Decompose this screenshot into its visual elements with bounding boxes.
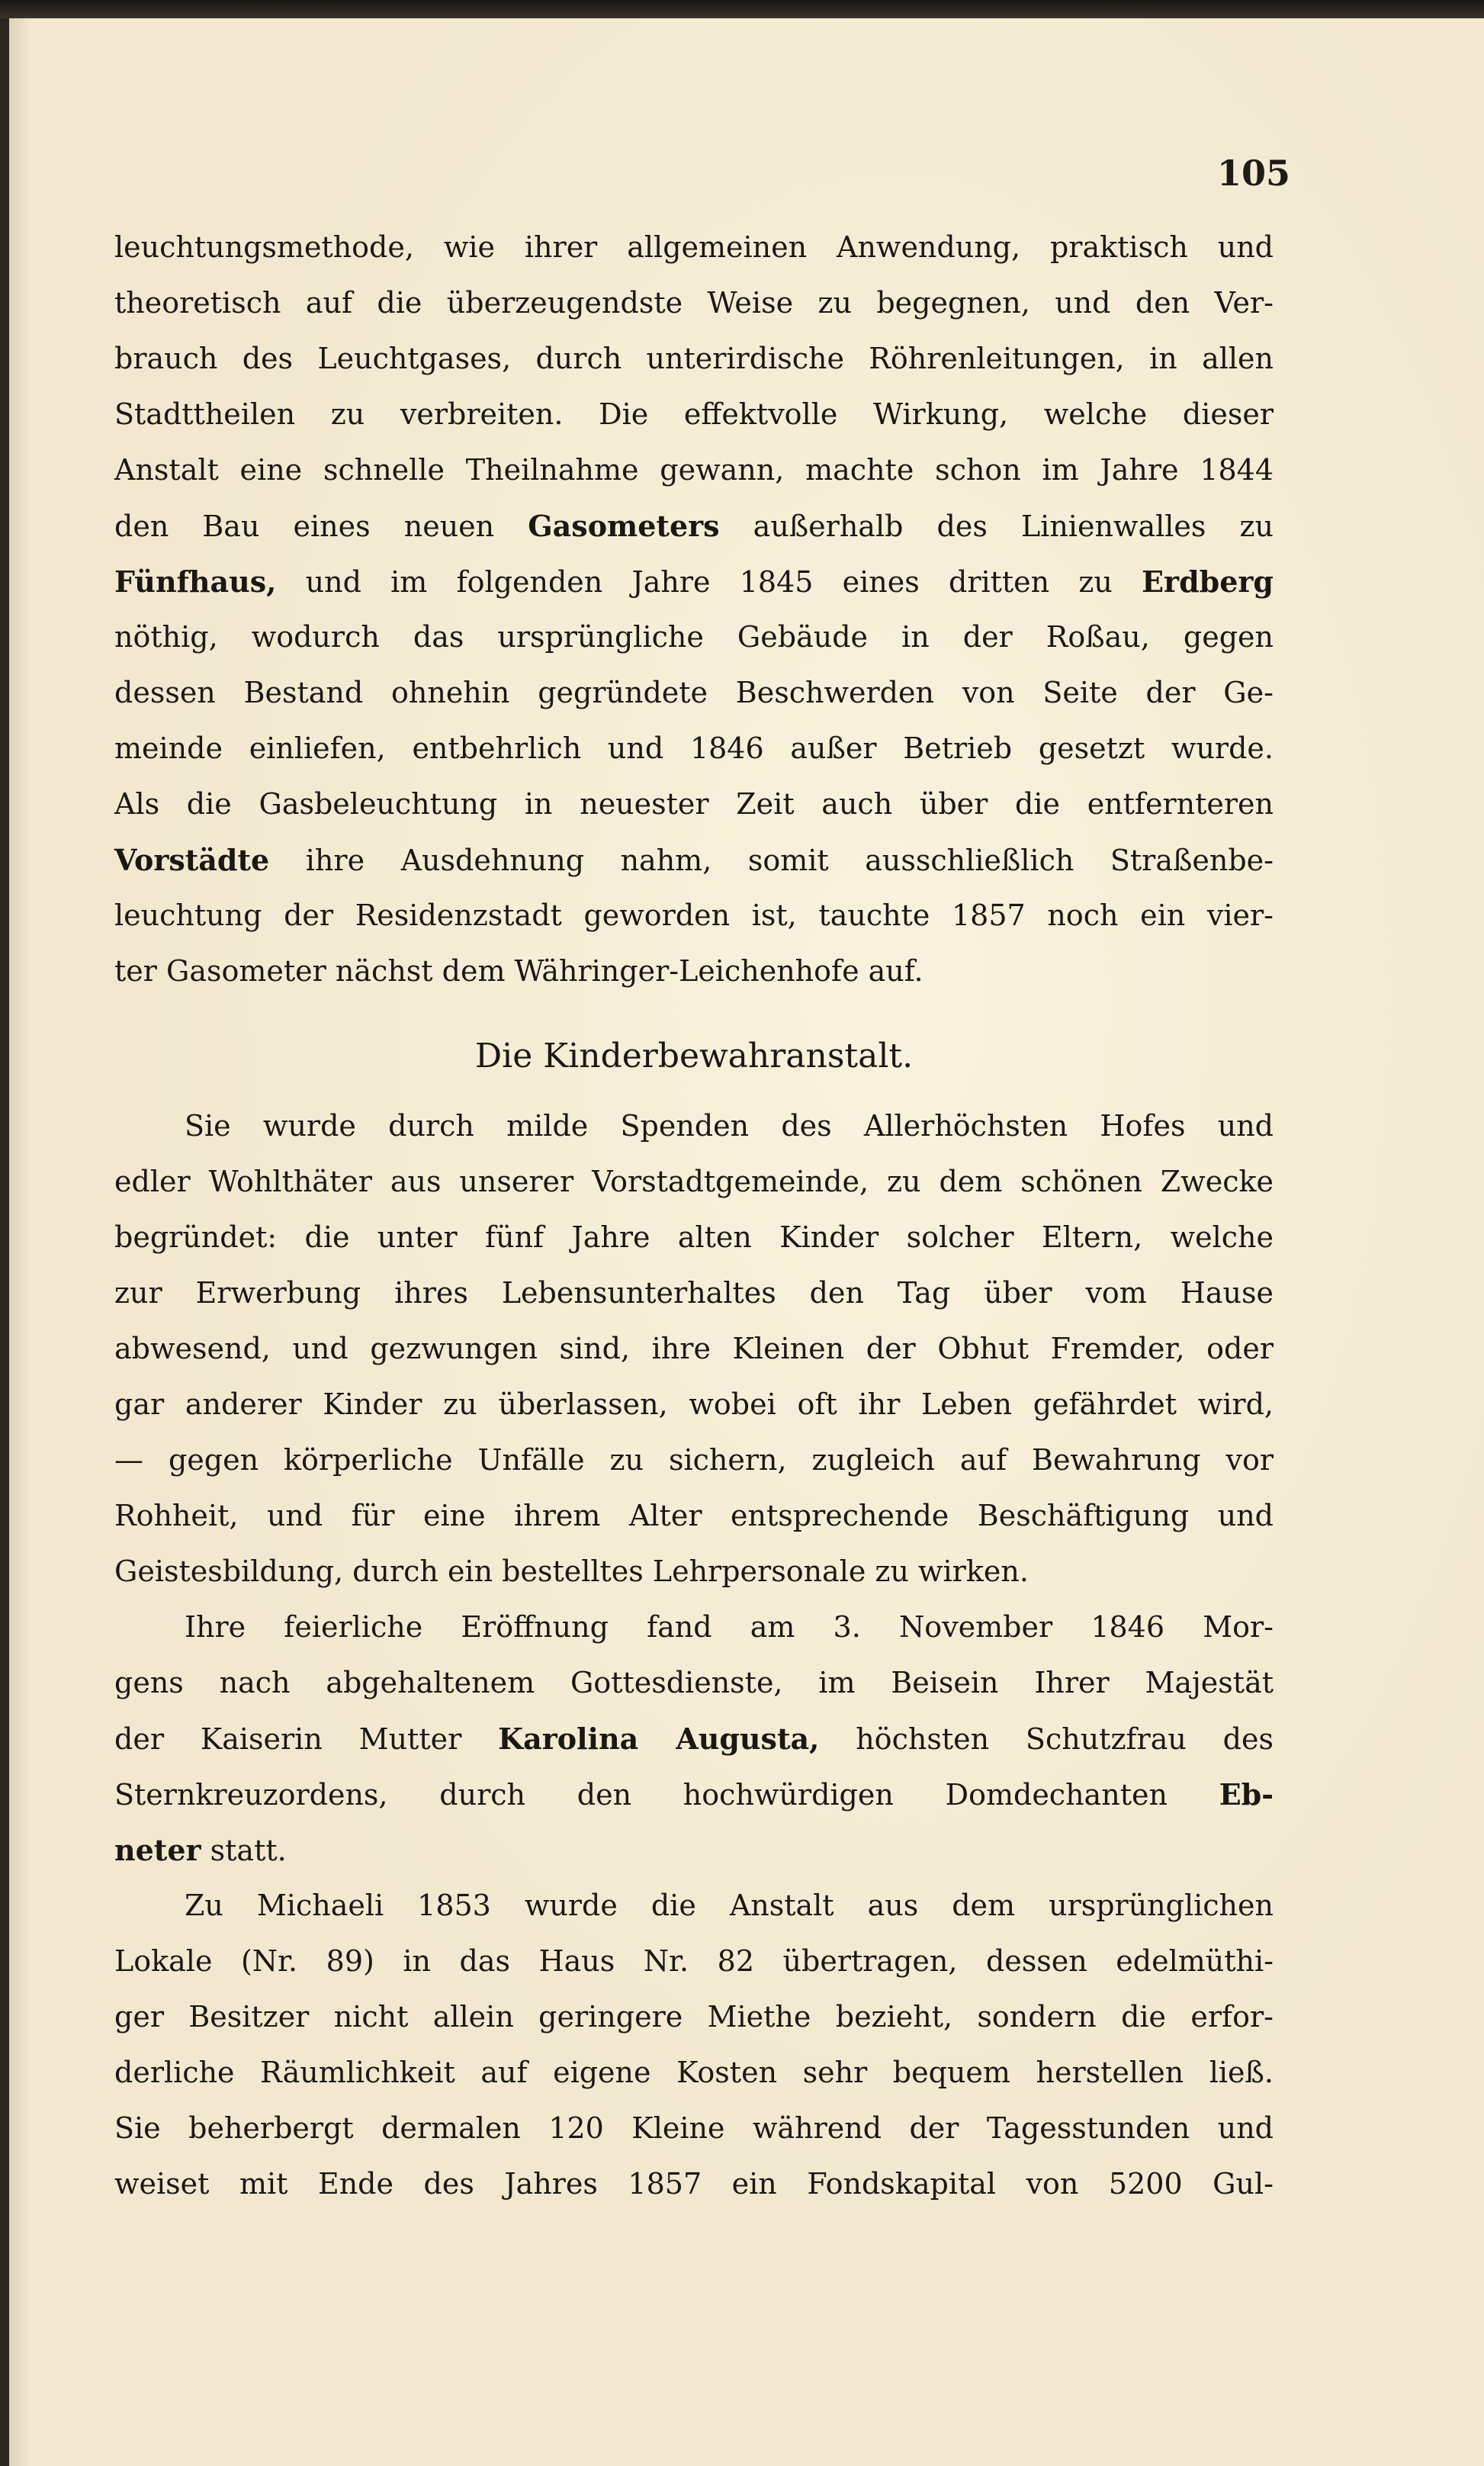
text-line: abwesend, und gezwungen sind, ihre Kleinen der Obhut Fremder, oder [114, 1332, 1274, 1365]
text-line: weiset mit Ende des Jahres 1857 ein Fondskapital von 5200 Gul- [114, 2167, 1274, 2201]
text-line: theoretisch auf die überzeugendste Weise zu begegnen, und den Ver- [114, 286, 1274, 320]
text-line [114, 554, 1274, 609]
text-line: edler Wohlthäter aus unserer Vorstadtgemeinde, zu dem schönen Zwecke [114, 1165, 1274, 1198]
text-line: Lokale (Nr. 89) in das Haus Nr. 82 übertragen, dessen edelmüthi- [114, 1944, 1274, 1978]
emphasis-fuenfhaus: Fünfhaus, [114, 564, 277, 599]
text-span: der Kaiserin Mutter [114, 1722, 499, 1756]
text-line: gar anderer Kinder zu überlassen, wobei oft ihr Leben gefährdet wird, [114, 1387, 1274, 1421]
text-line: Als die Gasbeleuchtung in neuester Zeit auch über die entfernteren [114, 787, 1274, 821]
text-line [114, 1711, 1274, 1767]
text-span: außerhalb des Linienwalles zu [719, 510, 1274, 543]
text-line: Stadttheilen zu verbreiten. Die effektvolle Wirkung, welche dieser [114, 397, 1274, 431]
text-line: Rohheit, und für eine ihrem Alter entsprechende Beschäftigung und [114, 1499, 1274, 1532]
text-line [114, 832, 1274, 888]
emphasis-gasometers: Gasometers [528, 509, 720, 543]
text-line [114, 498, 1274, 554]
text-line: Sie beherbergt dermalen 120 Kleine während der Tagesstunden und [114, 2111, 1274, 2145]
text-line: begründet: die unter fünf Jahre alten Kinder solcher Eltern, welche [114, 1220, 1274, 1254]
text-line: Anstalt eine schnelle Theilnahme gewann, machte schon im Jahre 1844 [114, 453, 1274, 487]
emphasis-erdberg: Erdberg [1142, 564, 1274, 599]
text-line: brauch des Leuchtgases, durch unterirdische Röhrenleitungen, in allen [114, 342, 1274, 375]
text-line: ger Besitzer nicht allein geringere Miethe bezieht, sondern die erfor- [114, 2000, 1274, 2034]
text-span: höchsten Schutzfrau des [819, 1722, 1274, 1756]
text-line: gens nach abgehaltenem Gottesdienste, im Beisein Ihrer Majestät [114, 1666, 1274, 1699]
text-line [114, 1767, 1274, 1822]
text-line: ter Gasometer nächst dem Währinger-Leichenhofe auf. [114, 954, 923, 988]
text-line: dessen Bestand ohnehin gegründete Beschwerden von Seite der Ge- [114, 676, 1274, 709]
page-text [114, 220, 1274, 2212]
emphasis-ebneter-start: Eb- [1219, 1777, 1274, 1812]
text-span: Sternkreuzordens, durch den hochwürdigen Domdechanten [114, 1778, 1219, 1812]
text-line [114, 1822, 1274, 1878]
text-line: zur Erwerbung ihres Lebensunterhaltes den Tag über vom Hause [114, 1276, 1274, 1310]
text-line: Sie wurde durch milde Spenden des Allerhöchsten Hofes und [185, 1109, 1274, 1143]
text-line: meinde einliefen, entbehrlich und 1846 außer Betrieb gesetzt wurde. [114, 731, 1274, 765]
text-line: Geistesbildung, durch ein bestelltes Lehrpersonale zu wirken. [114, 1555, 1029, 1588]
section-heading: Die Kinderbewahranstalt. [474, 1037, 914, 1075]
text-line: leuchtungsmethode, wie ihrer allgemeinen Anwendung, praktisch und [114, 230, 1274, 264]
text-span: und im folgenden Jahre 1845 eines dritten zu [276, 565, 1142, 599]
book-top-edge [0, 0, 1484, 18]
text-span: ihre Ausdehnung nahm, somit ausschließlich Straßenbe- [269, 844, 1274, 877]
emphasis-vorstaedte: Vorstädte [114, 843, 270, 877]
emphasis-karolina-augusta: Karolina Augusta, [498, 1722, 820, 1756]
text-span: den Bau eines neuen [114, 510, 528, 543]
text-line: derliche Räumlichkeit auf eigene Kosten sehr bequem herstellen ließ. [114, 2056, 1274, 2089]
text-line: — gegen körperliche Unfälle zu sichern, zugleich auf Bewahrung vor [114, 1443, 1274, 1477]
text-line: leuchtung der Residenzstadt geworden ist, tauchte 1857 noch ein vier- [114, 899, 1274, 932]
emphasis-ebneter-end: neter [114, 1833, 201, 1867]
text-line: Ihre feierliche Eröffnung fand am 3. November 1846 Mor- [185, 1610, 1274, 1644]
text-line: Zu Michaeli 1853 wurde die Anstalt aus dem ursprünglichen [185, 1889, 1274, 1922]
text-span: statt. [201, 1834, 287, 1867]
page-number: 105 [1216, 153, 1290, 194]
text-line: nöthig, wodurch das ursprüngliche Gebäude in der Roßau, gegen [114, 620, 1274, 654]
